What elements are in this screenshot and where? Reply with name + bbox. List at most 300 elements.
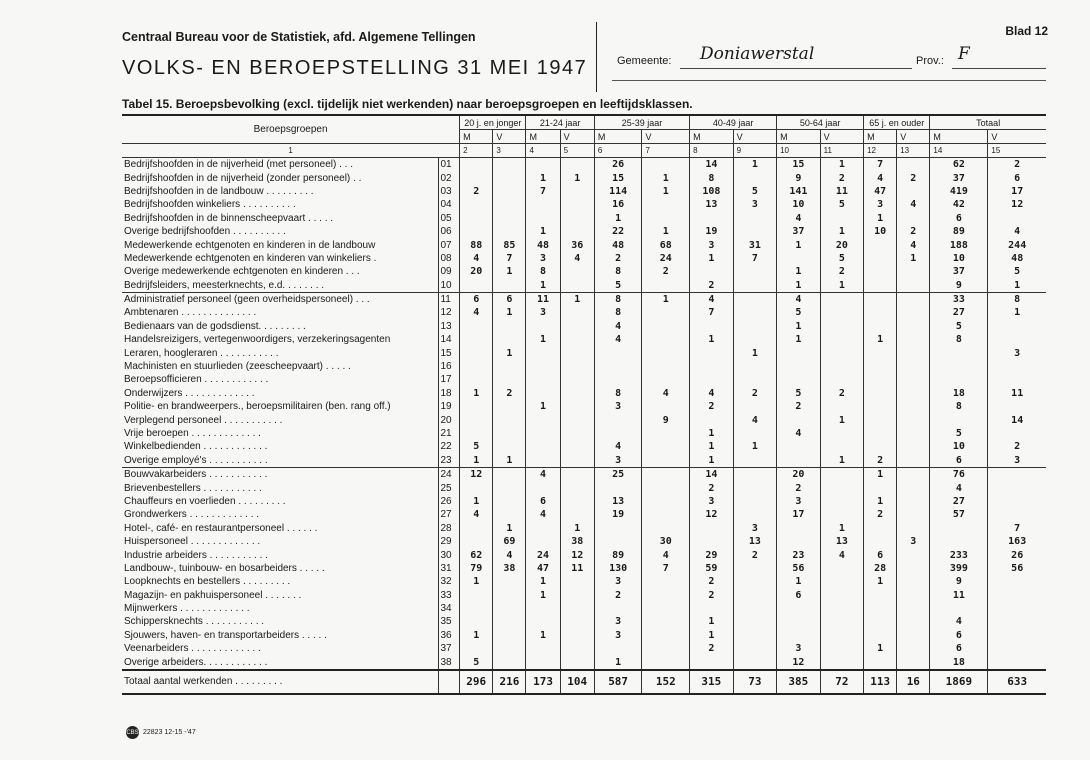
- cell-value: 4: [526, 508, 560, 521]
- cell-value: [897, 629, 930, 642]
- cell-value: [526, 373, 560, 386]
- gemeente-underline: [680, 68, 912, 69]
- cell-value: 1: [493, 346, 526, 359]
- cell-value: 42: [930, 198, 988, 211]
- table-row: [122, 427, 1046, 440]
- cell-value: [560, 265, 594, 278]
- cell-value: [897, 454, 930, 468]
- cell-value: 4: [820, 548, 864, 561]
- cell-value: 4: [594, 320, 642, 333]
- cell-value: 1: [820, 279, 864, 293]
- cell-value: [642, 212, 690, 225]
- table-row: [122, 589, 1046, 602]
- cell-value: [733, 575, 777, 588]
- cell-value: [642, 279, 690, 293]
- row-label: Onderwijzers . . . . . . . . . . . . .: [124, 387, 255, 399]
- cell-value: 4: [897, 198, 930, 211]
- row-number: 23: [439, 454, 460, 468]
- row-label: Industrie arbeiders . . . . . . . . . . .: [124, 549, 268, 561]
- cell-value: 8: [594, 292, 642, 306]
- table-row: [122, 535, 1046, 548]
- cell-value: 8: [526, 265, 560, 278]
- cell-value: 1: [526, 589, 560, 602]
- cell-value: 7: [690, 306, 734, 319]
- table-row: [122, 629, 1046, 642]
- cell-value: 1: [733, 158, 777, 172]
- sex-col-header: V: [988, 130, 1046, 144]
- cell-value: [988, 642, 1046, 655]
- cell-value: 5: [930, 320, 988, 333]
- cell-value: [642, 467, 690, 481]
- cell-value: [733, 589, 777, 602]
- cell-value: 5: [988, 265, 1046, 278]
- cell-value: 1: [690, 615, 734, 628]
- cell-value: 89: [930, 225, 988, 238]
- cell-value: 10: [777, 198, 821, 211]
- cell-value: [820, 495, 864, 508]
- cell-value: 2: [690, 575, 734, 588]
- cell-value: 72: [820, 670, 864, 694]
- cell-value: 29: [690, 548, 734, 561]
- column-number: 4: [526, 144, 560, 158]
- cell-value: [864, 346, 897, 359]
- cell-value: 8: [988, 292, 1046, 306]
- row-number: 30: [439, 548, 460, 561]
- cell-value: [560, 508, 594, 521]
- cell-value: 244: [988, 238, 1046, 251]
- cell-value: 6: [930, 629, 988, 642]
- cell-value: [460, 198, 493, 211]
- cell-value: 5: [777, 306, 821, 319]
- row-number: 20: [439, 413, 460, 426]
- cell-value: 76: [930, 467, 988, 481]
- cell-value: [930, 373, 988, 386]
- cell-value: [460, 158, 493, 172]
- table-row: [122, 346, 1046, 359]
- cell-value: 1: [690, 454, 734, 468]
- cell-value: 5: [930, 427, 988, 440]
- cell-value: [493, 629, 526, 642]
- cell-value: 1: [526, 333, 560, 346]
- cell-value: [642, 495, 690, 508]
- row-label: Bedienaars van de godsdienst. . . . . . . . .: [124, 320, 306, 332]
- cell-value: [777, 615, 821, 628]
- cell-value: 1: [864, 575, 897, 588]
- sex-col-header: M: [690, 130, 734, 144]
- table-row: [122, 252, 1046, 265]
- table-row: [122, 454, 1046, 468]
- cell-value: [777, 602, 821, 615]
- cell-value: 4: [460, 252, 493, 265]
- cell-value: [820, 655, 864, 669]
- cell-value: [864, 252, 897, 265]
- cell-value: [733, 320, 777, 333]
- cell-value: [820, 333, 864, 346]
- cell-value: [493, 279, 526, 293]
- cell-value: [560, 320, 594, 333]
- total-row: [122, 670, 1046, 694]
- cell-value: 48: [526, 238, 560, 251]
- cell-value: [560, 495, 594, 508]
- cell-value: [897, 306, 930, 319]
- row-label: Schippersknechts . . . . . . . . . . .: [124, 616, 265, 628]
- cell-value: 1: [988, 279, 1046, 293]
- cell-value: [777, 373, 821, 386]
- row-label: Sjouwers, haven- en transportarbeiders . . . . .: [124, 629, 327, 641]
- cell-value: 2: [594, 589, 642, 602]
- cell-value: [733, 508, 777, 521]
- cell-value: [690, 346, 734, 359]
- cell-value: [493, 212, 526, 225]
- cell-value: [820, 575, 864, 588]
- cell-value: 3: [733, 198, 777, 211]
- cell-value: [897, 333, 930, 346]
- row-label: Grondwerkers . . . . . . . . . . . . .: [124, 509, 260, 521]
- cell-value: 315: [690, 670, 734, 694]
- cell-value: 3: [594, 615, 642, 628]
- column-number: 14: [930, 144, 988, 158]
- row-label: Bedrijfshoofden in de binnenscheepvaart . . . . .: [124, 212, 334, 224]
- cell-value: 37: [930, 265, 988, 278]
- cell-value: 1: [864, 333, 897, 346]
- cell-value: [864, 427, 897, 440]
- row-number: 27: [439, 508, 460, 521]
- cell-value: 18: [930, 655, 988, 669]
- cell-value: [642, 655, 690, 669]
- cell-value: 13: [594, 495, 642, 508]
- row-number: 03: [439, 185, 460, 198]
- cell-value: 9: [930, 575, 988, 588]
- row-label: Beroepsofficieren . . . . . . . . . . . .: [124, 374, 269, 386]
- cell-value: [460, 615, 493, 628]
- cell-value: 38: [560, 535, 594, 548]
- row-label: Overige medewerkende echtgenoten en kinderen . . .: [124, 266, 360, 278]
- cell-value: [642, 346, 690, 359]
- cell-value: 4: [690, 292, 734, 306]
- cell-value: [820, 427, 864, 440]
- cell-value: 69: [493, 535, 526, 548]
- cell-value: [493, 602, 526, 615]
- cell-value: 1: [642, 225, 690, 238]
- cell-value: [820, 360, 864, 373]
- cell-value: 4: [777, 212, 821, 225]
- cell-value: 47: [864, 185, 897, 198]
- cell-value: 7: [526, 185, 560, 198]
- sex-col-header: V: [493, 130, 526, 144]
- cell-value: 14: [690, 467, 734, 481]
- row-number: 33: [439, 589, 460, 602]
- cell-value: 4: [642, 387, 690, 400]
- gemeente-label: Gemeente:: [617, 55, 672, 67]
- cell-value: [460, 346, 493, 359]
- cell-value: [897, 440, 930, 453]
- cell-value: [493, 158, 526, 172]
- row-number: 17: [439, 373, 460, 386]
- cell-value: 114: [594, 185, 642, 198]
- cell-value: 2: [777, 481, 821, 494]
- table-row: [122, 225, 1046, 238]
- cell-value: 12: [560, 548, 594, 561]
- cell-value: 3: [526, 252, 560, 265]
- cell-value: 88: [460, 238, 493, 251]
- cell-value: 633: [988, 670, 1046, 694]
- table-title: Tabel 15. Beroepsbevolking (excl. tijdelijk niet werkenden) naar beroepsgroepen en leeftijdsklassen.: [122, 97, 693, 111]
- row-label: Medewerkende echtgenoten en kinderen van winkeliers .: [124, 252, 377, 264]
- cell-value: 1: [864, 495, 897, 508]
- cell-value: 4: [733, 413, 777, 426]
- cell-value: 15: [777, 158, 821, 172]
- cell-value: [897, 562, 930, 575]
- cell-value: [820, 346, 864, 359]
- cell-value: [642, 198, 690, 211]
- cell-value: [594, 413, 642, 426]
- cell-value: 1: [526, 171, 560, 184]
- table-row: [122, 212, 1046, 225]
- cell-value: [460, 522, 493, 535]
- table-row: [122, 333, 1046, 346]
- cell-value: [560, 427, 594, 440]
- cell-value: 1: [560, 292, 594, 306]
- cell-value: [930, 602, 988, 615]
- cell-value: 2: [820, 387, 864, 400]
- cell-value: [820, 562, 864, 575]
- cell-value: [642, 602, 690, 615]
- cell-value: 26: [988, 548, 1046, 561]
- cell-value: [560, 481, 594, 494]
- cell-value: 8: [594, 265, 642, 278]
- cell-value: [777, 629, 821, 642]
- cell-value: 1869: [930, 670, 988, 694]
- cell-value: 13: [820, 535, 864, 548]
- table-row: [122, 238, 1046, 251]
- row-number: 22: [439, 440, 460, 453]
- cell-value: 20: [777, 467, 821, 481]
- cell-value: [526, 440, 560, 453]
- cell-value: 399: [930, 562, 988, 575]
- cell-value: [988, 320, 1046, 333]
- cell-value: [493, 642, 526, 655]
- cell-value: [560, 440, 594, 453]
- cell-value: 1: [690, 252, 734, 265]
- cell-value: [897, 185, 930, 198]
- cell-value: 6: [864, 548, 897, 561]
- row-number: 07: [439, 238, 460, 251]
- cell-value: 17: [988, 185, 1046, 198]
- table-row: [122, 481, 1046, 494]
- cell-value: [864, 387, 897, 400]
- cell-value: [560, 454, 594, 468]
- cell-value: [642, 642, 690, 655]
- cell-value: 12: [690, 508, 734, 521]
- cell-value: [897, 360, 930, 373]
- cell-value: 3: [690, 238, 734, 251]
- cell-value: 113: [864, 670, 897, 694]
- column-number: 15: [988, 144, 1046, 158]
- cell-value: [733, 171, 777, 184]
- cell-value: 3: [594, 454, 642, 468]
- age-col-header: 21-24 jaar: [526, 115, 594, 130]
- cell-value: [594, 373, 642, 386]
- cell-value: [820, 320, 864, 333]
- cell-value: [820, 589, 864, 602]
- cell-value: 3: [897, 535, 930, 548]
- table-row: [122, 360, 1046, 373]
- cell-value: 79: [460, 562, 493, 575]
- column-number: 11: [820, 144, 864, 158]
- cell-value: [493, 373, 526, 386]
- row-number: 18: [439, 387, 460, 400]
- cell-value: 8: [594, 306, 642, 319]
- cell-value: 59: [690, 562, 734, 575]
- cell-value: [777, 522, 821, 535]
- cell-value: [897, 602, 930, 615]
- cell-value: [897, 292, 930, 306]
- table-row: [122, 508, 1046, 521]
- cell-value: 1: [820, 522, 864, 535]
- cell-value: [460, 225, 493, 238]
- row-label: Machinisten en stuurlieden (zeescheepvaart) . . . . .: [124, 361, 351, 373]
- cell-value: 18: [930, 387, 988, 400]
- cell-value: 1: [493, 265, 526, 278]
- cell-value: 1: [594, 212, 642, 225]
- cell-value: [820, 629, 864, 642]
- cell-value: [988, 575, 1046, 588]
- row-number: 36: [439, 629, 460, 642]
- cell-value: [690, 360, 734, 373]
- sex-col-header: V: [560, 130, 594, 144]
- cell-value: [864, 615, 897, 628]
- row-number: 13: [439, 320, 460, 333]
- row-number: 37: [439, 642, 460, 655]
- cell-value: [988, 333, 1046, 346]
- header-rule: [612, 80, 1046, 81]
- cell-value: [460, 602, 493, 615]
- cell-value: [642, 481, 690, 494]
- cell-value: 2: [988, 440, 1046, 453]
- cell-value: 1: [988, 306, 1046, 319]
- table-row: [122, 198, 1046, 211]
- row-number: 21: [439, 427, 460, 440]
- cell-value: [864, 413, 897, 426]
- cell-value: 6: [526, 495, 560, 508]
- cell-value: [820, 467, 864, 481]
- table-row: [122, 413, 1046, 426]
- occupation-table: [122, 114, 1046, 695]
- cell-value: 2: [690, 642, 734, 655]
- cell-value: 24: [642, 252, 690, 265]
- cell-value: 385: [777, 670, 821, 694]
- cell-value: [733, 629, 777, 642]
- cell-value: [897, 320, 930, 333]
- cell-value: 5: [460, 655, 493, 669]
- cell-value: [777, 360, 821, 373]
- row-label: Hotel-, café- en restaurantpersoneel . . . . . .: [124, 522, 318, 534]
- row-number: 26: [439, 495, 460, 508]
- cell-value: [733, 642, 777, 655]
- cell-value: 7: [864, 158, 897, 172]
- cell-value: 1: [820, 454, 864, 468]
- cell-value: 27: [930, 306, 988, 319]
- cell-value: [493, 575, 526, 588]
- cell-value: [642, 508, 690, 521]
- cell-value: [733, 400, 777, 413]
- table-row: [122, 522, 1046, 535]
- cell-value: [820, 602, 864, 615]
- cell-value: 1: [897, 252, 930, 265]
- cell-value: [864, 440, 897, 453]
- cell-value: [864, 629, 897, 642]
- cell-value: 1: [642, 171, 690, 184]
- cell-value: 2: [690, 589, 734, 602]
- cell-value: [897, 346, 930, 359]
- table-row: [122, 467, 1046, 481]
- cell-value: [560, 629, 594, 642]
- cell-value: [594, 535, 642, 548]
- cell-value: [897, 212, 930, 225]
- cell-value: [733, 279, 777, 293]
- cell-value: [642, 158, 690, 172]
- cell-value: [864, 373, 897, 386]
- cell-value: 15: [594, 171, 642, 184]
- cell-value: [526, 602, 560, 615]
- cell-value: 6: [988, 171, 1046, 184]
- cell-value: 56: [988, 562, 1046, 575]
- cell-value: 3: [733, 522, 777, 535]
- cell-value: [560, 225, 594, 238]
- cell-value: 1: [864, 467, 897, 481]
- cell-value: 1: [493, 454, 526, 468]
- cell-value: [733, 495, 777, 508]
- row-number: 12: [439, 306, 460, 319]
- cell-value: [493, 427, 526, 440]
- table-row: [122, 387, 1046, 400]
- cell-value: [988, 481, 1046, 494]
- cell-value: 38: [493, 562, 526, 575]
- cell-value: [526, 212, 560, 225]
- cell-value: 3: [690, 495, 734, 508]
- cell-value: [642, 373, 690, 386]
- cell-value: [820, 642, 864, 655]
- column-number: 10: [777, 144, 821, 158]
- cell-value: 4: [460, 306, 493, 319]
- cell-value: 2: [777, 400, 821, 413]
- row-label: Verplegend personeel . . . . . . . . . . .: [124, 414, 283, 426]
- cell-value: 233: [930, 548, 988, 561]
- cell-value: 1: [594, 655, 642, 669]
- cell-value: [897, 400, 930, 413]
- cell-value: 62: [930, 158, 988, 172]
- cell-value: [988, 615, 1046, 628]
- cell-value: [493, 198, 526, 211]
- cell-value: [594, 602, 642, 615]
- cell-value: 4: [526, 467, 560, 481]
- row-label: Leraren, hoogleraren . . . . . . . . . . .: [124, 347, 279, 359]
- age-header-row: [122, 115, 1046, 130]
- cell-value: 8: [594, 387, 642, 400]
- cell-value: 2: [820, 265, 864, 278]
- cell-value: [897, 642, 930, 655]
- cell-value: 4: [897, 238, 930, 251]
- sex-col-header: M: [460, 130, 493, 144]
- cell-value: 13: [733, 535, 777, 548]
- cell-value: [594, 360, 642, 373]
- table-row: [122, 548, 1046, 561]
- cell-value: 20: [820, 238, 864, 251]
- cell-value: 3: [988, 454, 1046, 468]
- cell-value: [777, 440, 821, 453]
- cell-value: 56: [777, 562, 821, 575]
- cell-value: 6: [930, 454, 988, 468]
